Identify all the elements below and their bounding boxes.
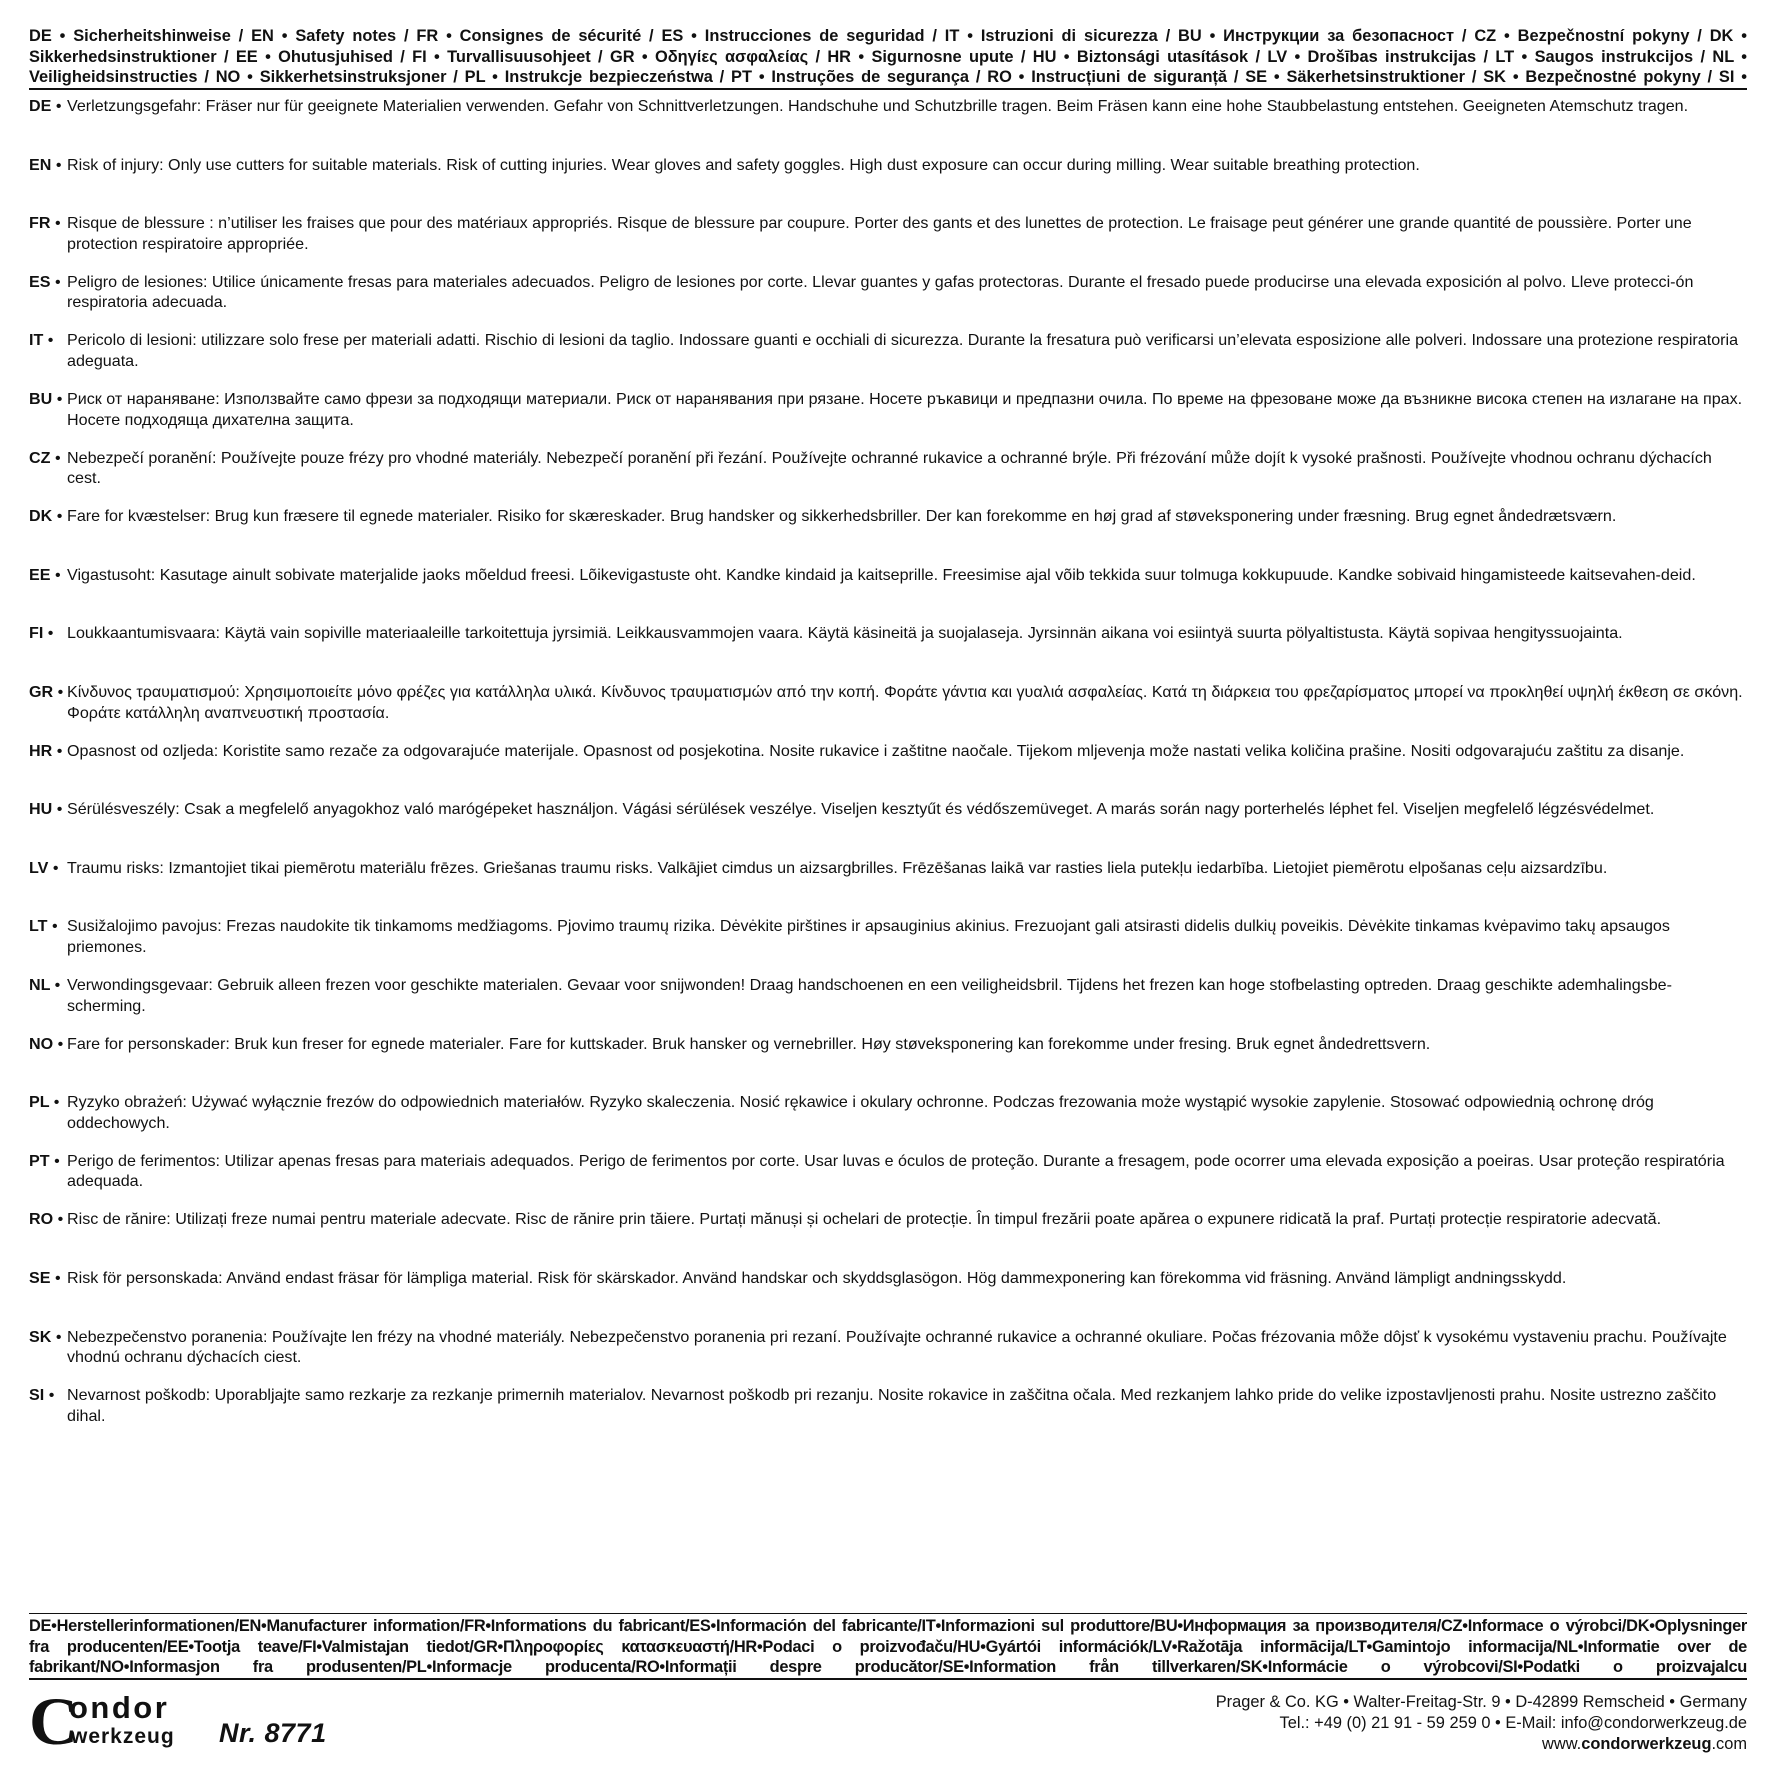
language-code <box>29 1268 67 1289</box>
language-code-label: FI <box>29 624 44 643</box>
language-code <box>29 448 67 469</box>
safety-entry-hu <box>29 799 1747 820</box>
safety-entry-text: Traumu risks: Izmantojiet tikai piemērotu materiālu frēzes. Griešanas traumu risks. Valkājiet cimdus un aizsargbrilles. Frēzēšanas laikā var rasties liela putekļu iedarbība. Lietojiet piemērotu elpošanas ceļu aizsardzību. <box>67 858 1608 877</box>
safety-entry-text: Vigastusoht: Kasutage ainult sobivate materjalide jaoks mõeldud freesi. Lõikevigastuste oht. Kandke kindaid ja kaitseprille. Freesimise ajal võib tekkida suur tolmuga kokkupuude. Kandke sobivaid hingamisteede kaitsevahen-deid. <box>67 565 1696 584</box>
bullet-glyph: • <box>52 858 59 877</box>
safety-entry-gr <box>29 682 1747 723</box>
logo-word-werkzeug: werkzeug <box>71 1725 175 1748</box>
safety-entry-text: Fare for kvæstelser: Brug kun fræsere til egnede materialer. Risiko for skæreskader. Brug handsker og sikkerhedsbriller. Der kan forekomme en høj grad af støveksponering under fræsning. Brug egnet åndedrætsværn. <box>67 507 1617 526</box>
safety-entry-pl <box>29 1092 1747 1133</box>
safety-instructions-sheet <box>29 26 1747 1756</box>
web-prefix: www. <box>1542 1735 1582 1753</box>
safety-entry-lv <box>29 858 1747 879</box>
bullet-glyph: • <box>47 624 54 643</box>
web-domain: condorwerkzeug <box>1581 1735 1712 1753</box>
safety-entry-text: Κίνδυνος τραυματισμού: Χρησιμοποιείτε μόνο φρέζες για κατάλληλα υλικά. Κίνδυνος τραυματισμών από την κοπή. Φοράτε γάντια και γυαλιά ασφαλείας. Κατά τη διάρκεια του φρεζαρίσματος μπορεί να προκληθεί υψηλή έκθεση σε σκόνη. Φοράτε κατάλληλη αναπνευστική προστασία. <box>67 683 1743 722</box>
safety-entry-text: Verwondingsgevaar: Gebruik alleen frezen voor geschikte materialen. Gevaar voor snijwonden! Draag handschoenen en een veiligheidsbril. Tijdens het frezen kan hoge stofbelasting optreden. Draag geschikte ademhalingsbe-scherming. <box>67 976 1672 1015</box>
safety-entries-list <box>29 90 1747 1613</box>
bullet-glyph: • <box>55 155 62 174</box>
safety-entry-text: Nevarnost poškodb: Uporabljajte samo rezkarje za rezkanje primernih materialov. Nevarnost poškodb pri rezanju. Nosite rokavice in zaščitna očala. Med rezkanjem lahko pride do velike izpostavljenosti prahu. Nosite ustrezno zaščito dihal. <box>67 1386 1717 1425</box>
safety-entry-text: Nebezpečí poranění: Používejte pouze frézy pro vhodné materiály. Nebezpečí poranění při řezání. Používejte ochranné rukavice a ochranné brýle. Při frézování může dojít k vysoké prašnosti. Používejte vhodnou ochranu dýchacích cest. <box>67 448 1712 488</box>
language-code-label: NL <box>29 976 51 994</box>
safety-entry-fi <box>29 623 1747 644</box>
safety-entry-en <box>29 155 1747 176</box>
safety-entry-cz <box>29 448 1747 489</box>
language-code <box>29 741 67 762</box>
language-code <box>29 213 67 234</box>
language-code <box>29 389 67 410</box>
bullet-glyph: • <box>57 1034 64 1053</box>
model-number: Nr. 8771 <box>219 1718 327 1748</box>
bullet-glyph: • <box>48 1386 55 1405</box>
language-code <box>29 1034 67 1055</box>
language-code <box>29 916 67 937</box>
manufacturer-block <box>29 1686 1747 1766</box>
language-code-label: LT <box>29 917 48 936</box>
safety-entry-text: Fare for personskader: Bruk kun freser for egnede materialer. Fare for kuttskader. Bruk hansker og vernebriller. Høy støveksponering kan forekomme under fresing. Bruk egnet åndedrettsvern. <box>67 1034 1431 1053</box>
language-code <box>29 975 67 996</box>
language-code-label: LV <box>29 858 49 877</box>
bullet-glyph: • <box>54 1269 61 1287</box>
safety-notes-heading: DE • Sicherheitshinweise / EN • Safety notes / FR • Consignes de sécurité / ES • Instrucciones de seguridad / IT • Istruzioni di sicurezza / BU • Инструкции за безопасност / CZ • Bezpečnostní pokyny / DK • Sikkerhedsinstruktioner / EE • Ohutusjuhised / FI • Turvallisuusohjeet / GR • Οδηγίες ασφαλείας / HR • Sigurnosne upute / HU • Biztonsági utasítások / LV • Drošības instrukcijas / LT • Saugos instrukcijos / NL • Veiligheidsinstructies / NO • Sikkerhetsinstruksjoner / PL • Instrukcje bezpieczeństwa / PT • Instruções de segurança / RO • Instrucțiuni de siguranță / SE • Säkerhetsinstruktioner / SK • Bezpečnostné pokyny / SI • <box>29 27 1747 86</box>
safety-entry-text: Verletzungsgefahr: Fräser nur für geeignete Materialien verwenden. Gefahr von Schnittverletzungen. Handschuhe und Schutzbrille tragen. Beim Fräsen kann eine hohe Staubbelastung entstehen. Geeigneten Atemschutz tragen. <box>67 97 1689 115</box>
language-code-label: ES <box>29 272 51 291</box>
language-code-label: SI <box>29 1386 45 1405</box>
bullet-glyph: • <box>51 917 58 936</box>
safety-entry-text: Peligro de lesiones: Utilice únicamente fresas para materiales adecuados. Peligro de lesiones por corte. Llevar guantes y gafas protectoras. Durante el fresado puede producirse una elevada exposición al polvo. Lleve protecci-ón respiratoria adecuada. <box>67 272 1694 312</box>
safety-entry-text: Риск от нараняване: Използвайте само фрези за подходящи материали. Риск от наранявания при рязане. Носете ръкавици и предпазни очила. По време на фрезоване може да възникне висока степен на излагане на прах. Носете подходяща дихателна защита. <box>67 390 1743 429</box>
bullet-glyph: • <box>53 1093 60 1112</box>
manufacturer-info-heading: DE•Herstellerinformationen/EN•Manufacturer information/FR•Informations du fabricant/ES•Información del fabricante/IT•Informazioni sul produttore/BU•Информация за производителя/CZ•Informace o výrobci/DK•Oplysninger fra producenten/EE•Tootja teave/FI•Valmistajan tiedot/GR•Πληροφορίες κατασκευαστή/HR•Podaci o proizvođaču/HU•Gyártói információk/LV•Ražotāja informācija/LT•Gamintojo informacija/NL•Informatie over de fabrikant/NO•Informasjon fra produsenten/PL•Informacje producenta/RO•Informații despre producător/SE•Information från tillverkaren/SK•Informácie o výrobcovi/SI•Podatki o proizvajalcu <box>29 1617 1747 1676</box>
bullet-glyph: • <box>57 683 64 701</box>
bullet-glyph: • <box>56 390 63 408</box>
language-code-label: PL <box>29 1093 50 1112</box>
bullet-glyph: • <box>54 976 61 994</box>
language-code <box>29 1151 67 1172</box>
language-code <box>29 799 67 820</box>
bullet-glyph: • <box>54 214 61 233</box>
safety-entry-ee <box>29 565 1747 586</box>
safety-entry-ro <box>29 1209 1747 1230</box>
language-code-label: DK <box>29 507 53 526</box>
language-code-label: RO <box>29 1210 54 1229</box>
safety-entry-lt <box>29 916 1747 957</box>
safety-entry-text: Perigo de ferimentos: Utilizar apenas fresas para materiais adequados. Perigo de ferimentos por corte. Usar luvas e óculos de proteção. Durante a fresagem, pode ocorrer uma elevada exposição a poeiras. Usar proteção respiratória adequada. <box>67 1151 1725 1191</box>
language-code <box>29 682 67 703</box>
safety-entry-si <box>29 1385 1747 1426</box>
language-code-label: EE <box>29 565 51 584</box>
safety-entry-text: Susižalojimo pavojus: Frezas naudokite tik tinkamoms medžiagoms. Pjovimo traumų rizika. Dėvėkite pirštines ir apsauginius akinius. Frezuojant gali atsirasti didelis dulkių poveikis. Dėvėkite tinkamas kvėpavimo takų apsaugos priemones. <box>67 917 1670 956</box>
safety-entry-nl <box>29 975 1747 1016</box>
company-address: Prager & Co. KG • Walter-Freitag-Str. 9 • D-42899 Remscheid • Germany <box>1215 1693 1747 1711</box>
language-code <box>29 1092 67 1113</box>
language-code-label: DE <box>29 97 52 115</box>
language-code-label: GR <box>29 683 54 701</box>
language-code <box>29 1385 67 1406</box>
language-code-label: SK <box>29 1327 52 1346</box>
safety-entry-hr <box>29 741 1747 762</box>
safety-entry-text: Risk för personskada: Använd endast fräsar för lämpliga material. Risk för skärskador. Använd handskar och skyddsglasögon. Hög dammexponering kan förekomma vid fräsning. Använd lämpligt andningsskydd. <box>67 1269 1567 1287</box>
safety-entry-fr <box>29 213 1747 254</box>
safety-entry-text: Loukkaantumisvaara: Käytä vain sopiville materiaaleille tarkoitettuja jyrsimiä. Leikkausvammojen vaara. Käytä käsineitä ja suojalaseja. Jyrsinnän aikana voi esiintyä suurta pölyaltistusta. Käytä sopivaa hengityssuojainta. <box>67 624 1623 643</box>
safety-entry-text: Ryzyko obrażeń: Używać wyłącznie frezów do odpowiednich materiałów. Ryzyko skaleczenia. Nosić rękawice i okulary ochronne. Podczas frezowania może wystąpić wysokie zapylenie. Stosować odpowiednią ochronę dróg oddechowych. <box>67 1093 1654 1132</box>
bullet-glyph: • <box>57 1210 64 1229</box>
condor-logo <box>29 1686 229 1756</box>
bullet-glyph: • <box>47 331 54 350</box>
language-code-label: IT <box>29 331 44 350</box>
language-code-label: SE <box>29 1269 51 1287</box>
language-code-label: CZ <box>29 448 51 467</box>
language-code-label: NO <box>29 1034 54 1053</box>
contact-info <box>1216 1692 1747 1755</box>
website-link[interactable] <box>1216 1734 1747 1755</box>
safety-entry-text: Risc de rănire: Utilizați freze numai pentru materiale adecvate. Risc de rănire prin tăiere. Purtați mănuși și ochelari de protecție. În timpul frezării poate apărea o expunere ridicată la praf. Purtați protecție respiratorie adecvată. <box>67 1210 1662 1229</box>
language-code <box>29 272 67 293</box>
logo-letter-c: C <box>29 1686 79 1756</box>
language-code <box>29 155 67 176</box>
safety-entry-pt <box>29 1151 1747 1192</box>
bullet-glyph: • <box>56 800 63 819</box>
safety-entry-sk <box>29 1327 1747 1368</box>
bullet-glyph: • <box>55 97 62 115</box>
safety-entry-text: Risque de blessure : n’utiliser les fraises que pour des matériaux appropriés. Risque de blessure par coupure. Porter des gants et des lunettes de protection. Le fraisage peut générer une grande quantité de poussière. Porter une protection respiratoire appropriée. <box>67 214 1692 253</box>
language-code <box>29 330 67 351</box>
logo-word-ondor: ondor <box>69 1690 170 1725</box>
safety-entry-text: Opasnost od ozljeda: Koristite samo rezače za odgovarajuće materijale. Opasnost od posjekotina. Nosite rukavice i zaštitne naočale. Tijekom mljevenja može nastati velika količina prašine. Nositi odgovarajuću zaštitu za disanje. <box>67 741 1685 760</box>
safety-entry-text: Pericolo di lesioni: utilizzare solo frese per materiali adatti. Rischio di lesioni da taglio. Indossare guanti e occhiali di sicurezza. Durante la fresatura può verificarsi un’elevata esposizione alle polveri. Indossare una protezione respiratoria adeguata. <box>67 331 1739 370</box>
language-code <box>29 96 67 117</box>
safety-entry-de <box>29 96 1747 117</box>
language-code-label: HR <box>29 741 53 760</box>
safety-entry-se <box>29 1268 1747 1289</box>
safety-entry-no <box>29 1034 1747 1055</box>
bullet-glyph: • <box>56 741 63 760</box>
language-code-label: BU <box>29 390 53 408</box>
language-code-label: PT <box>29 1151 50 1170</box>
language-code-label: FR <box>29 214 51 233</box>
footer-divider <box>29 1678 1747 1680</box>
safety-entry-es <box>29 272 1747 313</box>
bullet-glyph: • <box>54 565 61 584</box>
safety-entry-text: Sérülésveszély: Csak a megfelelő anyagokhoz való marógépeket használjon. Vágási sérülések veszélye. Viseljen kesztyűt és védőszemüveget. A marás során nagy porterhelés léphet fel. Viseljen megfelelő légzésvédelmet. <box>67 800 1655 819</box>
safety-entry-text: Nebezpečenstvo poranenia: Používajte len frézy na vhodné materiály. Nebezpečenstvo poranenia pri rezaní. Používajte ochranné rukavice a ochranné okuliare. Počas frézovania môže dôjsť k vysokému vystaveniu prachu. Používajte vhodnú ochranu dýchacích ciest. <box>67 1327 1727 1367</box>
bullet-glyph: • <box>55 1327 62 1346</box>
safety-entry-dk <box>29 506 1747 527</box>
entries-divider <box>29 1613 1747 1614</box>
bullet-glyph: • <box>54 272 61 291</box>
language-code <box>29 565 67 586</box>
safety-entry-text: Risk of injury: Only use cutters for suitable materials. Risk of cutting injuries. Wear gloves and safety goggles. High dust exposure can occur during milling. Wear suitable breathing protection. <box>67 155 1420 174</box>
language-code-label: HU <box>29 800 53 819</box>
language-code <box>29 506 67 527</box>
language-code-label: EN <box>29 155 52 174</box>
language-code <box>29 1209 67 1230</box>
language-code <box>29 623 67 644</box>
language-code <box>29 1327 67 1348</box>
web-suffix: .com <box>1711 1735 1747 1753</box>
bullet-glyph: • <box>54 1151 60 1170</box>
bullet-glyph: • <box>56 507 63 526</box>
safety-entry-it <box>29 330 1747 371</box>
safety-entry-bu <box>29 389 1747 430</box>
bullet-glyph: • <box>54 448 61 467</box>
phone-email: Tel.: +49 (0) 21 91 - 59 259 0 • E-Mail: info@condorwerkzeug.de <box>1279 1714 1747 1732</box>
language-code <box>29 858 67 879</box>
